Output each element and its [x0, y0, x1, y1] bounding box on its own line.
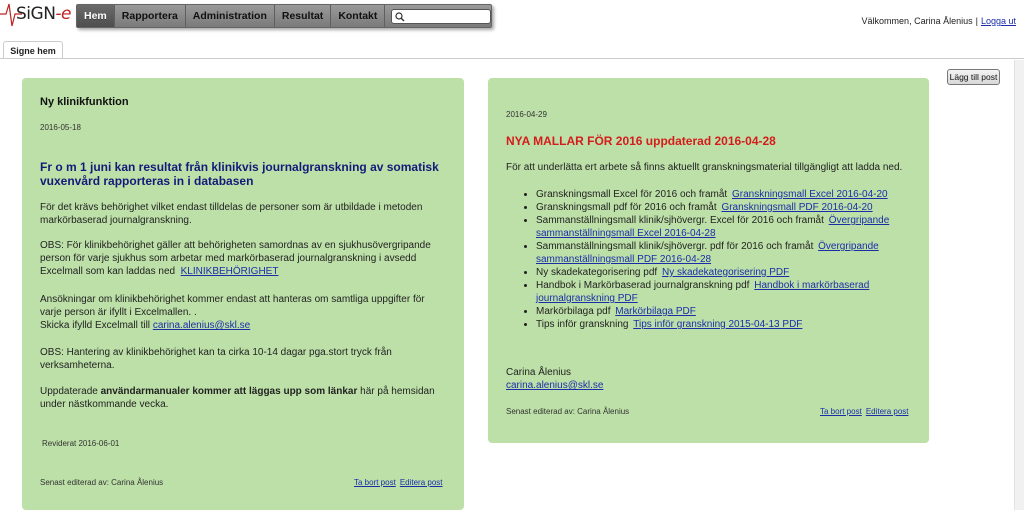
vertical-scrollbar[interactable] — [1014, 60, 1024, 510]
paragraph-5-pre: Uppdaterade — [40, 386, 98, 397]
edited-by: Senast editerad av: Carina Ålenius — [40, 478, 164, 487]
nav-item-resultat[interactable]: Resultat — [275, 5, 331, 27]
post-actions — [820, 407, 909, 416]
item-link[interactable]: Markörbilaga PDF — [615, 306, 696, 317]
welcome-text: Välkommen, Carina Ålenius — [861, 16, 973, 26]
main-navbar — [76, 4, 492, 28]
item-link[interactable]: Tips inför granskning 2015-04-13 PDF — [633, 319, 803, 330]
search-box — [391, 9, 491, 24]
post-paragraph-5 — [40, 385, 445, 411]
list-item — [536, 266, 916, 279]
item-text: Ny skadekategorisering pdf — [536, 267, 658, 278]
edit-post-link[interactable]: Editera post — [399, 478, 443, 487]
item-text: Sammanställningsmall klinik/sjhövergr. pdf för 2016 och framåt — [536, 241, 814, 252]
item-text: Granskningsmall Excel för 2016 och framåt — [536, 189, 728, 200]
paragraph-2-text: OBS: För klinikbehörighet gäller att behörigheten samordnas av en sjukhusövergripande person för varje sjukhus som arbetar med markörbaserad journalgranskning i avsedd Excelmall som kan laddas ned — [40, 240, 431, 277]
list-item — [536, 201, 916, 214]
post-paragraph-3 — [40, 293, 445, 332]
logo-text: SiGN-e — [16, 4, 72, 24]
post-panel-klinikfunktion — [22, 78, 464, 510]
post-paragraph-1: För det krävs behörighet vilket endast tilldelas de personer som är utbildade i metoden markörbaserad journalgranskning. — [40, 202, 423, 226]
item-text: Handbok i Markörbaserad journalgranskning pdf — [536, 280, 750, 291]
post-paragraph-4: OBS: Hantering av klinikbehörighet kan ta cirka 10-14 dagar pga.stort tryck från verksamheterna. — [40, 347, 392, 371]
delete-post-link[interactable]: Ta bort post — [820, 407, 862, 416]
list-item — [536, 318, 916, 331]
post-actions — [354, 478, 443, 487]
template-list — [506, 188, 916, 331]
paragraph-3-line2: Skicka ifylld Excelmall till — [40, 320, 151, 331]
paragraph-3-text: Ansökningar om klinikbehörighet kommer endast att hanteras om samtliga uppgifter för varje person är ifyllt i Excelmallen. . — [40, 294, 425, 318]
list-item — [536, 240, 916, 266]
item-link[interactable]: Övergripande sammanställningsmall Excel 2016-04-28 — [536, 215, 890, 239]
nav-item-administration[interactable]: Administration — [186, 5, 275, 27]
user-greeting — [862, 16, 1016, 26]
item-link[interactable]: Granskningsmall Excel 2016-04-20 — [731, 189, 888, 200]
post-panel-nya-mallar — [488, 78, 929, 443]
search-icon — [395, 12, 405, 22]
tab-divider — [0, 58, 1024, 59]
item-text: Sammanställningsmall klinik/sjhövergr. Excel för 2016 och framåt — [536, 215, 824, 226]
signature — [506, 366, 603, 392]
post-intro: För att underlätta ert arbete så finns aktuellt granskningsmaterial tillgängligt att ladda ned. — [506, 162, 903, 173]
item-link[interactable]: Övergripande sammanställningsmall PDF 2016-04-28 — [536, 241, 879, 265]
post-date: 2016-04-29 — [506, 110, 547, 119]
edited-by: Senast editerad av: Carina Ålenius — [506, 407, 630, 416]
signature-name: Carina Ålenius — [506, 367, 572, 378]
post-title: Ny klinikfunktion — [40, 96, 129, 108]
item-text: Granskningsmall pdf för 2016 och framåt — [536, 202, 717, 213]
email-link[interactable]: carina.alenius@skl.se — [152, 320, 251, 331]
nav-item-kontakt[interactable]: Kontakt — [331, 5, 385, 27]
add-post-button[interactable]: Lägg till post — [947, 69, 1000, 85]
separator: | — [975, 16, 978, 26]
post-paragraph-2 — [40, 239, 445, 278]
item-text: Markörbilaga pdf — [536, 306, 611, 317]
list-item — [536, 305, 916, 318]
revised-date: Reviderat 2016-06-01 — [42, 439, 120, 448]
list-item — [536, 279, 916, 305]
paragraph-5-bold: användarmanualer kommer att läggas upp som länkar — [100, 386, 358, 397]
nav-item-hem[interactable]: Hem — [77, 5, 115, 27]
list-item — [536, 188, 916, 201]
paragraph-5-post: här på hemsidan under nästkommande vecka. — [40, 386, 435, 410]
item-link[interactable]: Granskningsmall PDF 2016-04-20 — [721, 202, 873, 213]
list-item — [536, 214, 916, 240]
signature-email-link[interactable]: carina.alenius@skl.se — [506, 380, 604, 391]
signe-logo[interactable] — [0, 0, 76, 30]
tab-signe-hem[interactable]: Signe hem — [3, 41, 63, 59]
search-input[interactable] — [406, 11, 506, 22]
item-link[interactable]: Handbok i markörbaserad journalgranskning PDF — [536, 280, 870, 304]
nav-item-rapportera[interactable]: Rapportera — [115, 5, 186, 27]
delete-post-link[interactable]: Ta bort post — [354, 478, 396, 487]
post-headline: NYA MALLAR FÖR 2016 uppdaterad 2016-04-28 — [506, 134, 776, 148]
edit-post-link[interactable]: Editera post — [865, 407, 909, 416]
post-date: 2016-05-18 — [40, 123, 81, 132]
logout-link[interactable]: Logga ut — [980, 16, 1016, 26]
post-headline: Fr o m 1 juni kan resultat från klinikvis journalgranskning av somatisk vuxenvård rapporteras in i databasen — [40, 160, 439, 188]
item-link[interactable]: Ny skadekategorisering PDF — [661, 267, 790, 278]
item-text: Tips inför granskning — [536, 319, 629, 330]
klinikbehorighet-link[interactable]: KLINIKBEHÖRIGHET — [180, 266, 279, 277]
